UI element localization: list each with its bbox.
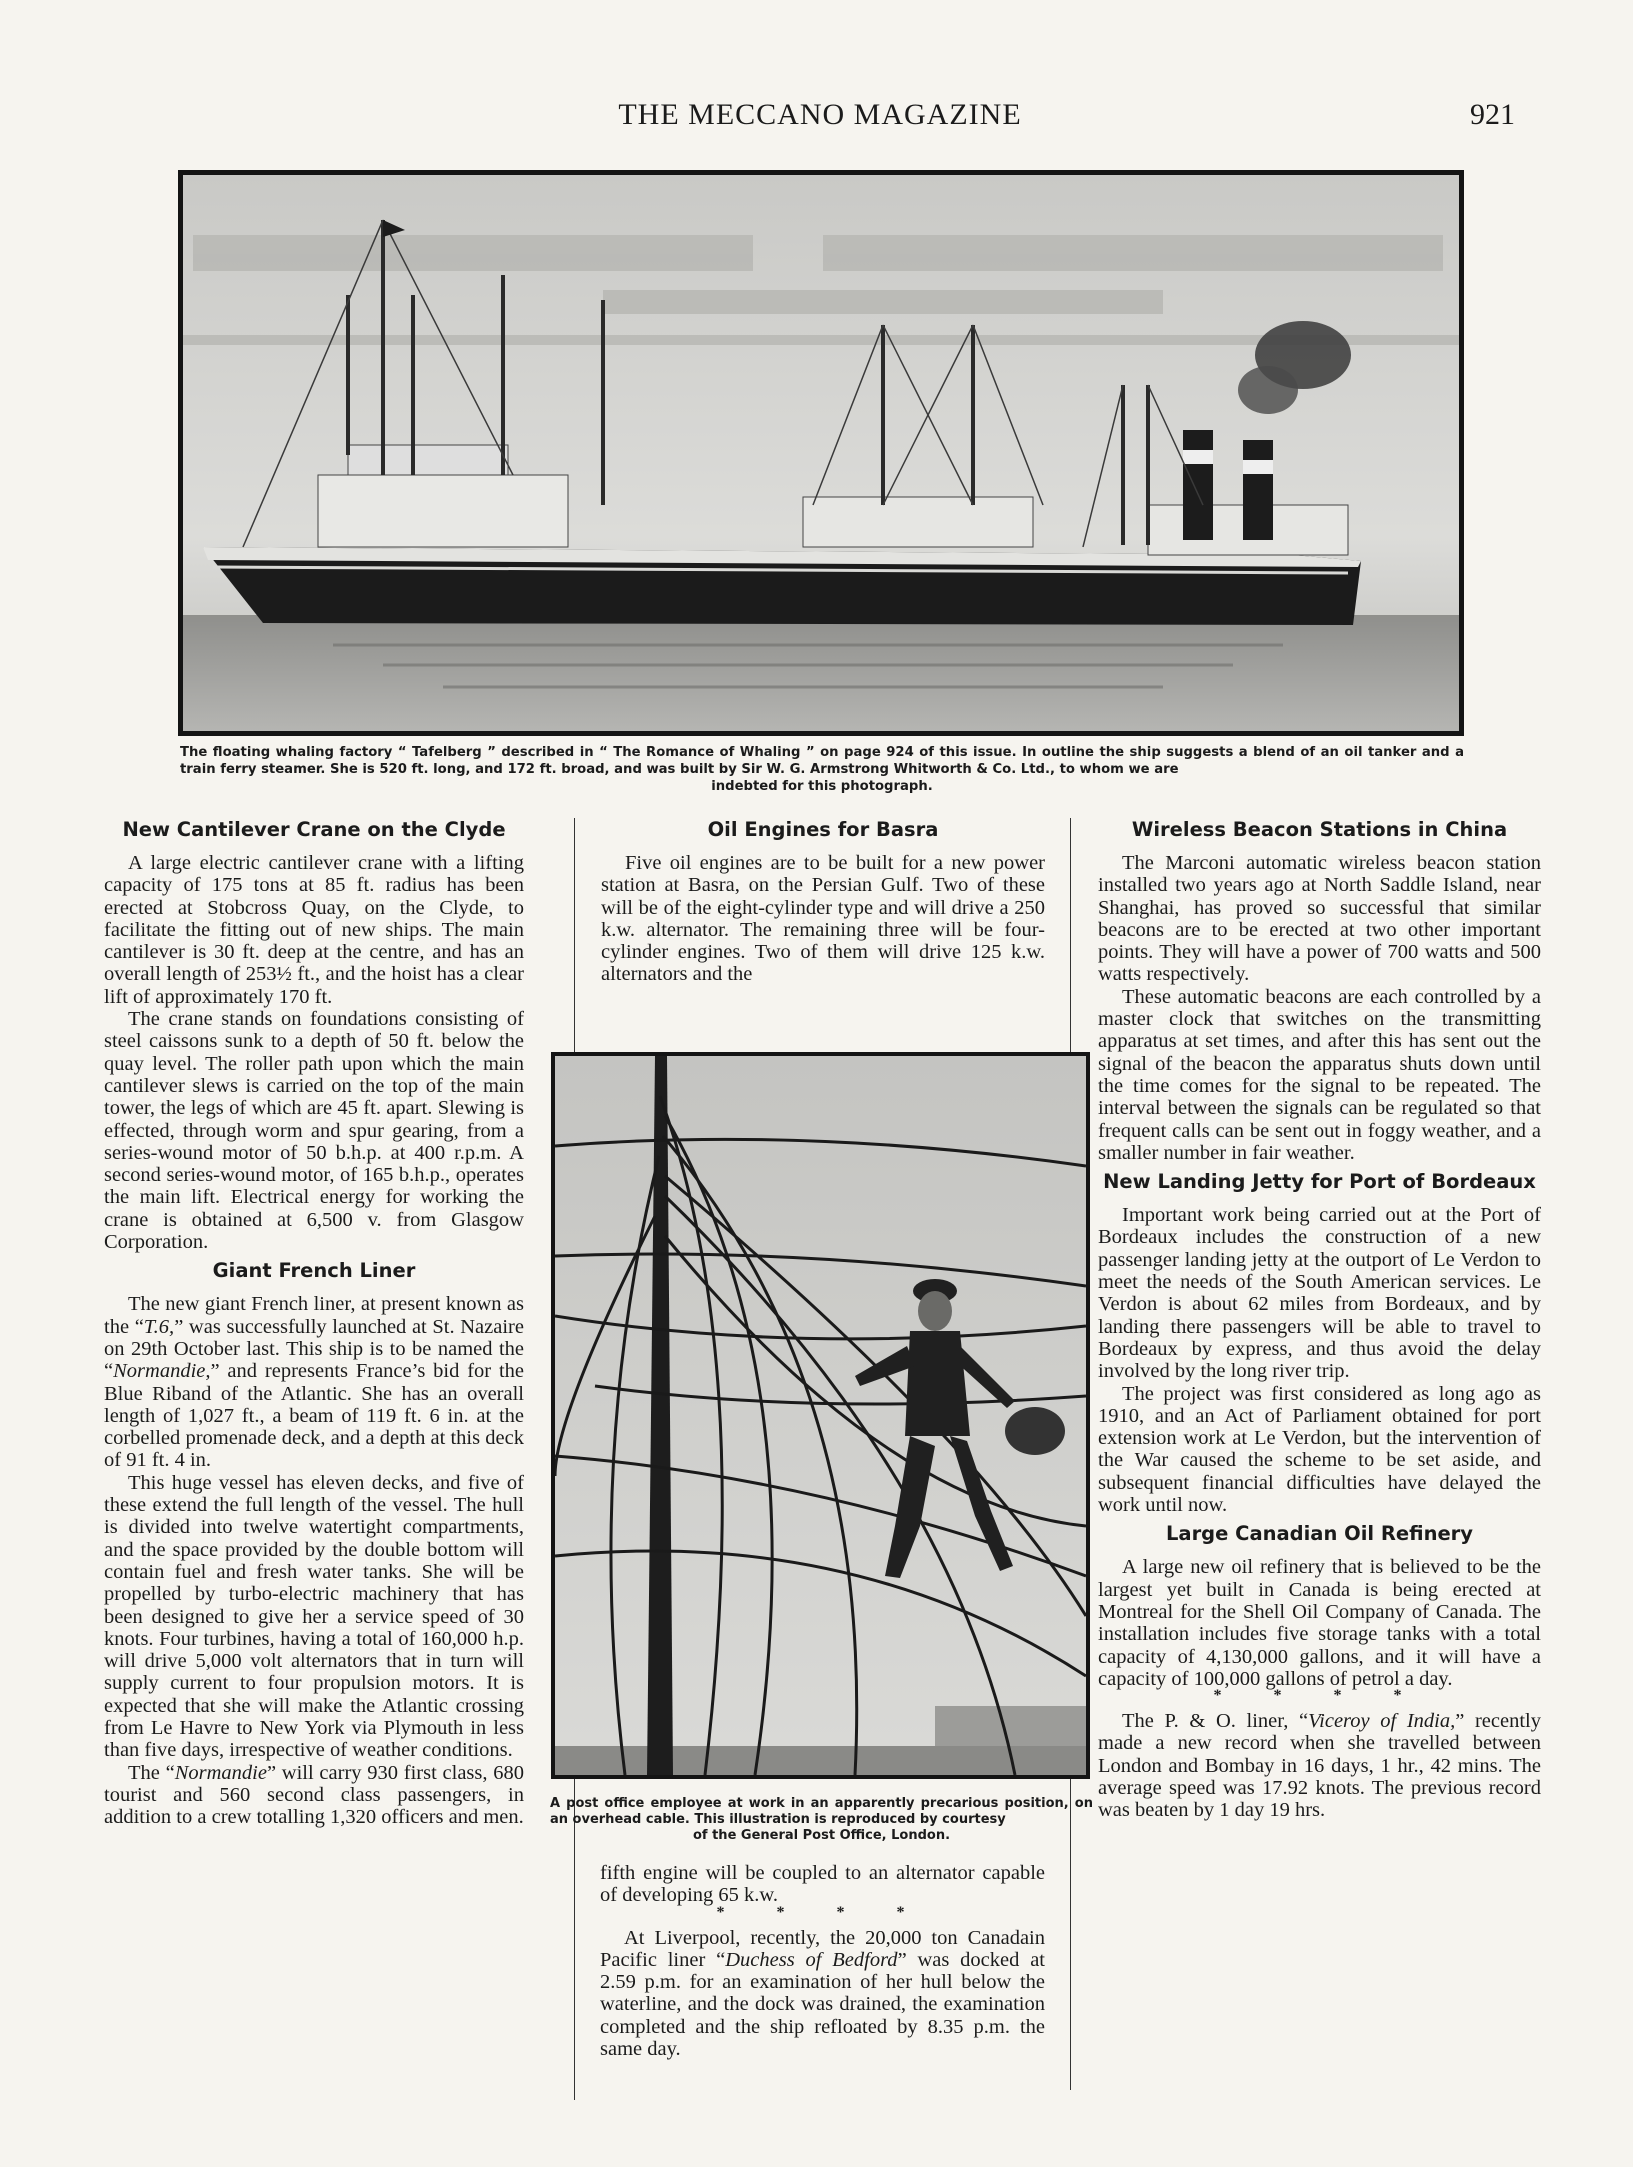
post-office-photograph bbox=[551, 1052, 1090, 1779]
lineman-image bbox=[555, 1056, 1086, 1775]
section-separator: * * * * bbox=[716, 1903, 929, 1921]
paragraph-crane-1: A large electric cantilever crane with a lifting capacity of 175 tons at 85 ft. radius has been erected at Stobcross Quay, on the Clyde, to facilitate the fitting out of new ships. The main cantilever is 30 ft. deep at the centre, and has an overall length of 253½ ft., and the hoist has a clear lift of approximately 170 ft. bbox=[104, 852, 524, 1008]
paragraph-bordeaux-1: Important work being carried out at the Port of Bordeaux includes the construction of a new passenger landing jetty at the outport of Le Verdon to meet the needs of the South American services. Le Verdon is about 62 miles from Bordeaux, and by landing there passengers will be able to travel to Bordeaux by express, and thus avoid the delay involved by the long river trip. bbox=[1098, 1204, 1541, 1383]
heading-oil-engines: Oil Engines for Basra bbox=[707, 818, 939, 841]
column-right bbox=[1098, 812, 1541, 1822]
column-middle-bottom bbox=[600, 1862, 1045, 2060]
paragraph-wireless-2: These automatic beacons are each controlled by a master clock that switches on the transmitting apparatus at set times, and after this has sent out the signal of the beacon the apparatus shuts down until the time comes for the signal to be repeated. The interval between the signals can be regulated so that frequent calls can be sent out in foggy weather, and a smaller number in fair weather. bbox=[1098, 985, 1541, 1164]
ship-caption-text: The floating whaling factory “ Tafelberg ” described in “ The Romance of Whaling ” on page 924 of this issue. In outline the ship suggests a blend of an oil tanker and a train ferry steamer. She is 520 ft. long, and 172 ft. broad, and was built by Sir W. G. Armstrong Whitworth & Co. Ltd., to whom we are bbox=[180, 745, 1464, 777]
post-caption-text: A post office employee at work in an apparently precarious position, on an overhead cable. This illustration is reproduced by courtesy bbox=[550, 1796, 1093, 1827]
ship-image bbox=[183, 175, 1459, 731]
paragraph-liner-2: This huge vessel has eleven decks, and five of these extend the full length of the vessel. The hull is divided into twelve watertight compartments, and the space provided by the double bottom will contain fuel and fresh water tanks. She will be propelled by turbo-electric machinery that has been designed to give her a service speed of 30 knots. Four turbines, having a total of 160,000 h.p. will drive 5,000 volt alternators that in turn will supply current to four propulsion motors. It is expected that she will make the Atlantic crossing from Le Havre to New York via Plymouth in less than five days, irrespective of weather conditions. bbox=[104, 1471, 524, 1762]
page-number: 921 bbox=[1470, 98, 1515, 131]
paragraph-liner-1: The new giant French liner, at present known as the “T.6,” was successfully launched at St. Nazaire on 29th October last. This ship is to be named the “Normandie,” and represents France’s bid for the Blue Riband of the Atlantic. She has an overall length of 1,027 ft., a beam of 119 ft. 6 in. at the corbelled promenade deck, and a depth at this deck of 91 ft. 4 in. bbox=[104, 1293, 524, 1472]
heading-oil-refinery: Large Canadian Oil Refinery bbox=[1165, 1522, 1474, 1546]
ship-caption-last-line: indebted for this photograph. bbox=[711, 779, 933, 794]
heading-landing-jetty: New Landing Jetty for Port of Bordeaux bbox=[1103, 1170, 1536, 1194]
post-photo-caption bbox=[550, 1796, 1093, 1844]
heading-wireless-beacon: Wireless Beacon Stations in China bbox=[1131, 818, 1508, 841]
paragraph-basra-continued: fifth engine will be coupled to an alternator capable of developing 65 k.w. bbox=[600, 1862, 1045, 1907]
section-separator: * * * * bbox=[1213, 1687, 1426, 1705]
paragraph-bordeaux-2: The project was first considered as long ago as 1910, and an Act of Parliament obtained for port extension work at Le Verdon, but the intervention of the War caused the scheme to be set aside, and subsequent financial difficulties have delayed the work until now. bbox=[1098, 1382, 1541, 1517]
ship-photo-caption bbox=[180, 744, 1464, 795]
heading-cantilever-crane: New Cantilever Crane on the Clyde bbox=[122, 818, 506, 841]
heading-french-liner: Giant French Liner bbox=[212, 1259, 416, 1283]
paragraph-liverpool: At Liverpool, recently, the 20,000 ton Canadain Pacific liner “Duchess of Bedford” was docked at 2.59 p.m. for an examination of her hull below the waterline, and the dock was drained, the examination completed and the ship refloated by 8.35 p.m. the same day. bbox=[600, 1926, 1045, 2061]
page-title: THE MECCANO MAGAZINE bbox=[618, 98, 1022, 131]
post-caption-last-line: of the General Post Office, London. bbox=[692, 1828, 951, 1843]
ship-photograph bbox=[178, 170, 1464, 736]
paragraph-basra: Five oil engines are to be built for a new power station at Basra, on the Persian Gulf. Two of these will be of the eight-cylinder type and will drive a 250 k.w. alternator. The remaining three will be four-cylinder engines. Two of them will drive 125 k.w. alternators and the bbox=[601, 852, 1045, 986]
paragraph-refinery: A large new oil refinery that is believed to be the largest yet built in Canada is being erected at Montreal for the Shell Oil Company of Canada. The installation includes five storage tanks with a total capacity of 4,130,000 gallons, and it will have a capacity of 100,000 gallons of petrol a day. bbox=[1098, 1556, 1541, 1690]
column-left bbox=[104, 812, 524, 1828]
paragraph-viceroy: The P. & O. liner, “Viceroy of India,” recently made a new record when she travelled between London and Bombay in 16 days, 1 hr., 42 mins. The average speed was 17.92 knots. The previous record was beaten by 1 day 19 hrs. bbox=[1098, 1710, 1541, 1822]
paragraph-crane-2: The crane stands on foundations consisting of steel caissons sunk to a depth of 50 ft. below the quay level. The roller path upon which the main cantilever slews is carried on the top of the main tower, the legs of which are 45 ft. apart. Slewing is effected, through worm and spur gearing, from a series-wound motor of 50 b.h.p. at 400 r.p.m. A second series-wound motor, of 165 b.h.p., operates the main lift. Electrical energy for working the crane is obtained at 6,500 v. from Glasgow Corporation. bbox=[104, 1008, 524, 1254]
column-middle-top bbox=[601, 812, 1045, 986]
paragraph-wireless-1: The Marconi automatic wireless beacon station installed two years ago at North Saddle Island, near Shanghai, has proved so successful that similar beacons are to be erected at two other important points. They will have a power of 700 watts and 500 watts respectively. bbox=[1098, 852, 1541, 986]
paragraph-liner-3: The “Normandie” will carry 930 first class, 680 tourist and 560 second class passengers, in addition to a crew totalling 1,320 officers and men. bbox=[104, 1761, 524, 1829]
